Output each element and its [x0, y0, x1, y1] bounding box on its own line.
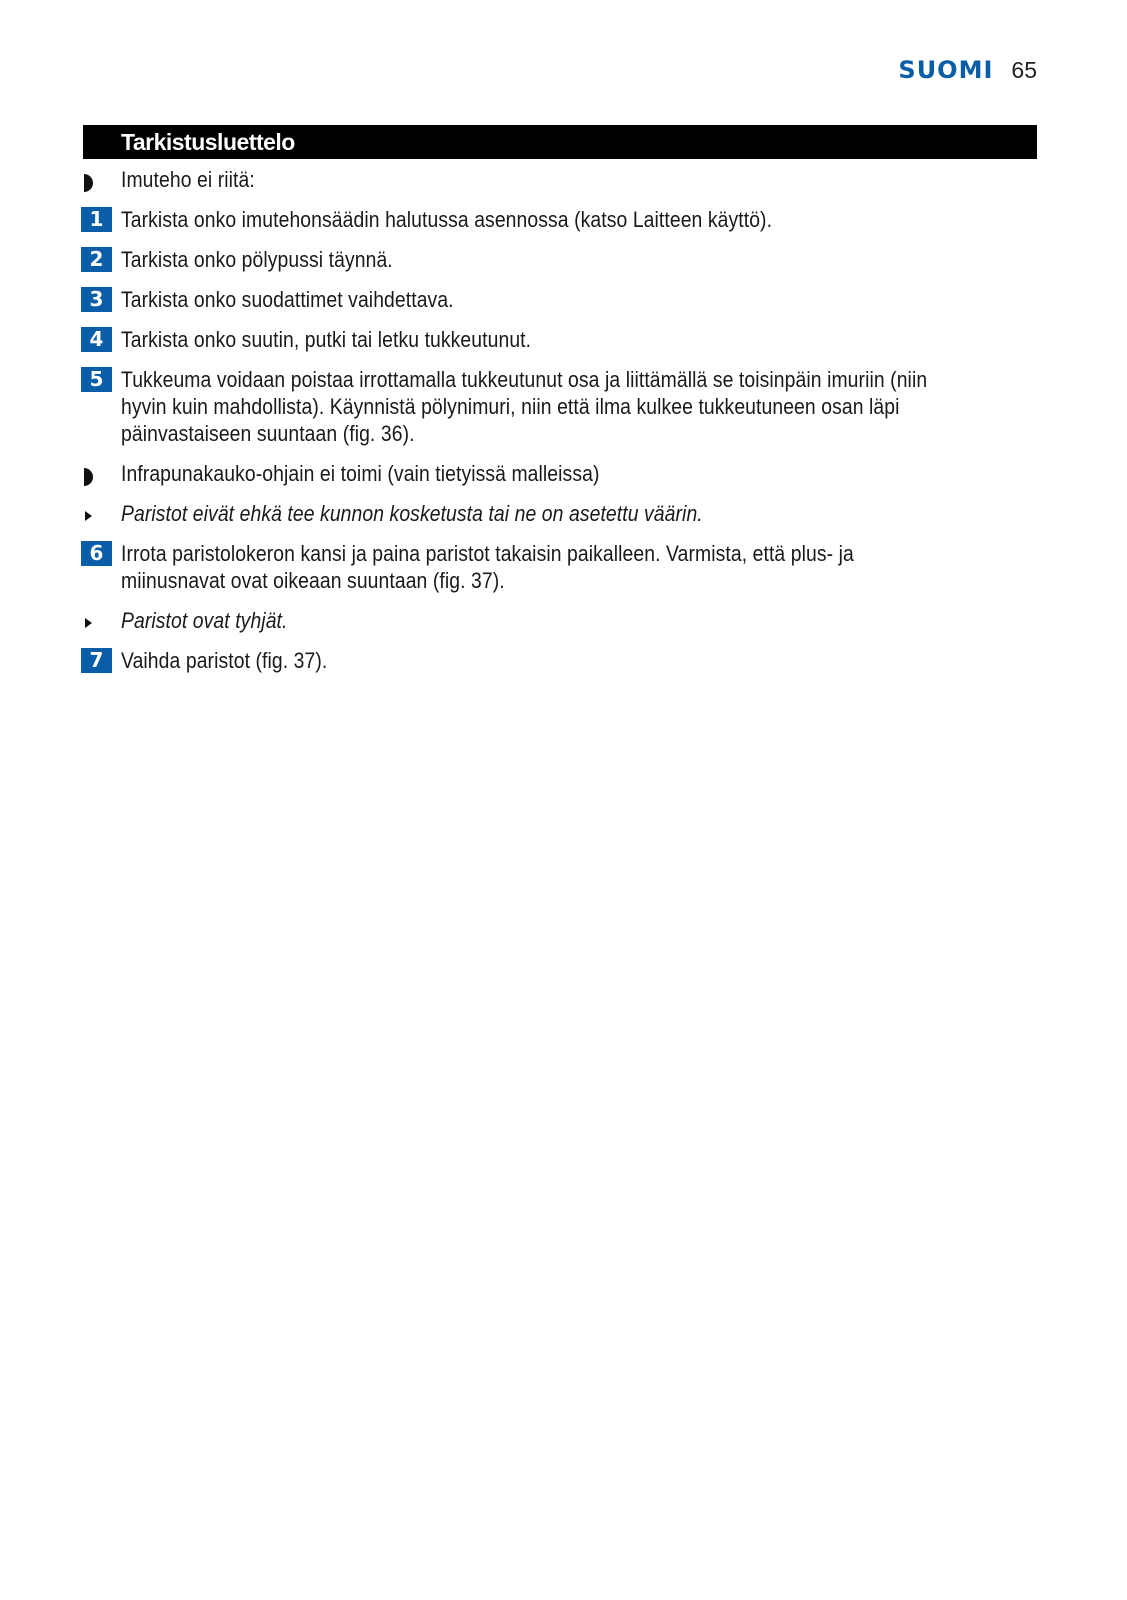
triangle-bullet-icon — [85, 618, 92, 628]
step-marker — [81, 540, 121, 567]
checklist — [81, 166, 1041, 687]
list-item — [81, 286, 1041, 313]
problem-bullet — [81, 166, 121, 193]
step-number-badge: 1 — [81, 207, 112, 232]
item-text: Tarkista onko suutin, putki tai letku tukkeutunut. — [121, 327, 532, 352]
page-number: 65 — [1011, 57, 1037, 83]
item-text: Tukkeuma voidaan poistaa irrottamalla tukkeutunut osa ja liittämällä se toisinpäin imuriin (niin hyvin kuin mahdollista). Käynnistä pölynimuri, niin että ilma kulkee tukkeutuneen osan läpi päinvastaiseen suuntaan (fig. 36). — [121, 367, 928, 446]
step-marker — [81, 326, 121, 353]
item-text: Tarkista onko suodattimet vaihdettava. — [121, 287, 454, 312]
list-item — [81, 500, 1041, 527]
page-header — [898, 56, 1037, 84]
half-circle-bullet-icon — [84, 468, 93, 486]
item-text: Irrota paristolokeron kansi ja paina paristot takaisin paikalleen. Varmista, että plus- ja miinusnavat ovat oikeaan suuntaan (fig. 37). — [121, 541, 854, 593]
step-marker — [81, 647, 121, 674]
section-title: Tarkistusluettelo — [121, 128, 295, 155]
item-text: Tarkista onko pölypussi täynnä. — [121, 247, 393, 272]
item-text: Vaihda paristot (fig. 37). — [121, 648, 328, 673]
step-marker — [81, 366, 121, 393]
triangle-bullet-icon — [85, 511, 92, 521]
step-marker — [81, 286, 121, 313]
step-number-badge: 4 — [81, 327, 112, 352]
list-item — [81, 326, 1041, 353]
step-number-badge: 5 — [81, 367, 112, 392]
list-item — [81, 647, 1041, 674]
list-item — [81, 246, 1041, 273]
list-item — [81, 607, 1041, 634]
step-number-badge: 3 — [81, 287, 112, 312]
half-circle-bullet-icon — [84, 174, 93, 192]
step-number-badge: 6 — [81, 541, 112, 566]
step-marker — [81, 246, 121, 273]
list-item — [81, 460, 1041, 487]
step-number-badge: 7 — [81, 648, 112, 673]
step-marker — [81, 206, 121, 233]
item-text: Tarkista onko imutehonsäädin halutussa asennossa (katso Laitteen käyttö). — [121, 207, 773, 232]
language-label: SUOMI — [898, 56, 994, 84]
section-header-bar — [83, 125, 1037, 159]
item-text: Infrapunakauko-ohjain ei toimi (vain tietyissä malleissa) — [121, 461, 600, 486]
item-text: Paristot eivät ehkä tee kunnon kosketusta tai ne on asetettu väärin. — [121, 501, 703, 526]
item-text: Imuteho ei riitä: — [121, 167, 255, 192]
list-item — [81, 366, 1041, 447]
list-item — [81, 540, 1041, 594]
list-item — [81, 206, 1041, 233]
cause-bullet — [81, 607, 121, 634]
list-item — [81, 166, 1041, 193]
cause-bullet — [81, 500, 121, 527]
item-text: Paristot ovat tyhjät. — [121, 608, 288, 633]
step-number-badge: 2 — [81, 247, 112, 272]
problem-bullet — [81, 460, 121, 487]
